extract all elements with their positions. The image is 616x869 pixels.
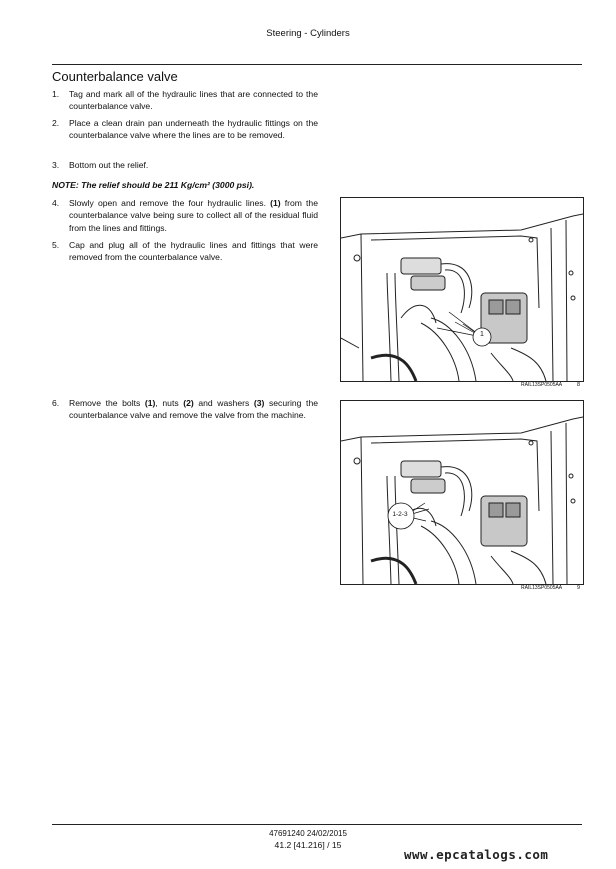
step-text: Remove the bolts (1), nuts (2) and washers (3) securing the counterbalance valve and remove the valve from the machine. xyxy=(69,398,319,421)
page-number: 41.2 [41.216] / 15 xyxy=(274,840,342,850)
figure-8-callout: 1 xyxy=(480,331,484,338)
step-1 xyxy=(52,88,318,113)
step-number: 5. xyxy=(52,240,60,250)
figure-9-callout: 1-2-3 xyxy=(392,511,408,518)
figure-8-id: RAIL13SP0505AA xyxy=(521,382,563,388)
footer-rule xyxy=(52,824,582,825)
step-text: Cap and plug all of the hydraulic lines and fittings that were removed from the counterbalance valve. xyxy=(69,240,318,263)
note: NOTE: The relief should be 211 Kg/cm² (3000 psi). xyxy=(52,180,255,190)
figure-9-image xyxy=(340,400,584,585)
callout-ref: (1) xyxy=(270,198,281,208)
step-3 xyxy=(52,159,318,171)
step-number: 3. xyxy=(52,160,60,170)
figure-8-number: 8 xyxy=(577,382,581,388)
step-number: 6. xyxy=(52,398,60,408)
valve-illustration xyxy=(341,198,583,381)
valve-illustration xyxy=(341,401,583,584)
step-text: Place a clean drain pan underneath the hydraulic fittings on the counterbalance valve where the lines are to be removed. xyxy=(69,118,318,141)
step-number: 4. xyxy=(52,198,60,208)
figure-9-number: 9 xyxy=(577,585,581,591)
running-header: Steering - Cylinders xyxy=(266,28,350,39)
callout-ref: (2) xyxy=(183,398,194,408)
step-text: Slowly open and remove the four hydraulic lines. (1) from the counterbalance valve being sure to collect all of the residual fluid from the lines and fittings. xyxy=(69,198,318,233)
figure-8-image xyxy=(340,197,584,382)
step-number: 1. xyxy=(52,89,60,99)
footer-doc-id: 47691240 24/02/2015 xyxy=(269,829,347,838)
section-title: Counterbalance valve xyxy=(52,69,178,84)
step-5 xyxy=(52,239,318,264)
step-4 xyxy=(52,197,318,234)
callout-ref: (3) xyxy=(253,398,265,408)
step-text: Tag and mark all of the hydraulic lines that are connected to the counterbalance valve. xyxy=(69,89,318,112)
step-number: 2. xyxy=(52,118,60,128)
watermark: www.epcatalogs.com xyxy=(404,847,549,862)
figure-9-id: RAIL13SP0505AA xyxy=(521,585,563,591)
step-2 xyxy=(52,117,318,142)
header-rule xyxy=(52,64,582,65)
step-6 xyxy=(52,397,318,422)
step-text: Bottom out the relief. xyxy=(69,160,149,170)
callout-ref: (1) xyxy=(144,398,156,408)
